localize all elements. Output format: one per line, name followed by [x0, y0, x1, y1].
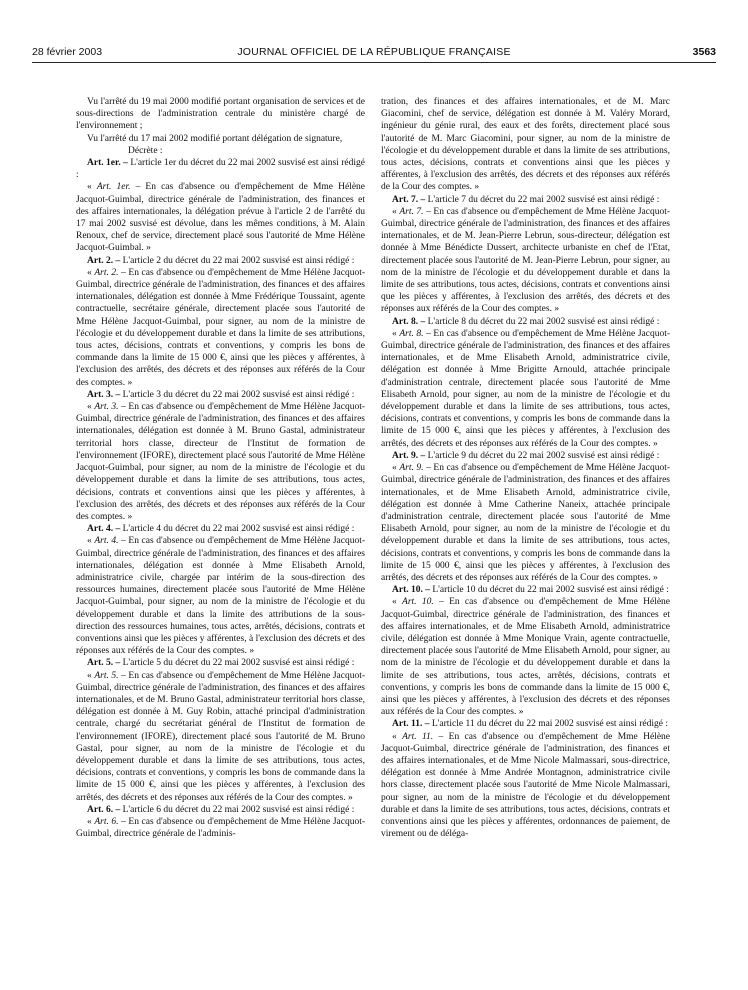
article-paragraph	[76, 670, 365, 804]
header-date: 28 février 2003	[32, 46, 103, 58]
paragraph-text: – En cas d'absence ou d'empêchement de Mme Hélène Jacquot-Guimbal, directrice générale de l'administration, des finances et des affaires internationales, délégation est donnée à M. Bruno Gastal, administrateur territorial hors classe, directeur de l'Institut de formation de l'environnement (IFORE), directement placé sous l'autorité de Mme Hélène Jacquot-Guimbal, pour signer, au nom de la ministre de l'écologie et du développement durable et dans la limite de ses attributions, tous actes, décisions, contrats et conventions ainsi que les pièces y afférentes, à l'exclusion des arrêtés, des décrets et des réponses aux référés de la Cour des comptes. »	[76, 402, 366, 522]
article-heading	[381, 316, 670, 328]
article-label: Art. 8. –	[392, 316, 426, 327]
quote-mark: «	[87, 182, 97, 193]
article-paragraph	[381, 206, 670, 316]
header-rule	[32, 62, 716, 63]
paragraph-text: – En cas d'absence ou d'empêchement de Mme Hélène Jacquot-Guimbal, directrice générale de l'administration, des finances et des affaires internationales, et de M. Bruno Gastal, administrateur territorial hors classe, délégation est donnée à M. Guy Robin, attaché principal d'administration centrale, chargé du secrétariat général de l'Institut de formation de l'environnement (IFORE), directement placé sous l'autorité de M. Bruno Gastal, pour signer, au nom de la ministre de l'écologie et du développement durable et dans la limite de ses attributions, tous actes, décisions, contrats et conventions, y compris les bons de commande dans la limite de 15 000 €, ainsi que les pièces y afférentes, à l'exclusion des arrêtés, des décrets et des réponses aux référés de la Cour des comptes. »	[76, 670, 366, 803]
article-label-italic: Art. 5.	[94, 670, 119, 681]
paragraph-text: L'article 9 du décret du 22 mai 2002 susvisé est ainsi rédigé :	[425, 450, 660, 461]
paragraph-text: – En cas d'absence ou d'empêchement de Mme Hélène Jacquot-Guimbal, directrice générale de l'administration, des finances et des affaires internationales, et de M. Jean-Pierre Lebrun, sous-directeur, délégation est donnée à Mme Bénédicte Dussert, architecte urbaniste en chef de l'Etat, directement placée sous l'autorité de M. Jean-Pierre Lebrun, pour signer, au nom de la ministre de l'écologie et du développement durable et dans la limite de ses attributions, tous actes, décisions, contrats et conventions ainsi que les pièces y afférentes, à l'exclusion des arrêtés, des décrets et des réponses aux référés de la Cour des comptes. »	[381, 206, 671, 315]
article-paragraph	[76, 816, 365, 840]
article-paragraph	[381, 462, 670, 584]
article-paragraph	[381, 731, 670, 841]
article-paragraph	[381, 328, 670, 450]
article-label: Art. 2. –	[87, 255, 121, 266]
paragraph-text: L'article 7 du décret du 22 mai 2002 susvisé est ainsi rédigé :	[425, 194, 660, 205]
article-paragraph	[76, 267, 365, 389]
paragraph-text: Vu l'arrêté du 19 mai 2000 modifié portant organisation de services et de sous-directions de l'administration centrale du ministère chargé de l'environnement ;	[76, 97, 365, 132]
quote-mark: «	[392, 328, 400, 339]
quote-mark: «	[87, 267, 95, 278]
quote-mark: «	[392, 463, 400, 474]
paragraph-text: L'article 5 du décret du 22 mai 2002 susvisé est ainsi rédigé :	[120, 658, 355, 669]
article-paragraph	[76, 181, 365, 254]
article-label: Art. 9. –	[392, 450, 426, 461]
paragraph-text: – En cas d'absence ou d'empêchement de Mme Hélène Jacquot-Guimbal, directrice générale de l'adminis-	[76, 816, 366, 840]
paragraph-text: L'article 3 du décret du 22 mai 2002 susvisé est ainsi rédigé :	[120, 389, 355, 400]
article-paragraph	[76, 401, 365, 523]
article-heading	[76, 804, 365, 816]
paragraph-text: L'article 10 du décret du 22 mai 2002 susvisé est ainsi rédigé :	[430, 585, 669, 596]
paragraph-text: L'article 6 du décret du 22 mai 2002 susvisé est ainsi rédigé :	[120, 804, 355, 815]
left-column	[76, 96, 365, 840]
article-label: Art. 6. –	[87, 804, 121, 815]
paragraph-text: – En cas d'absence ou d'empêchement de Mme Hélène Jacquot-Guimbal, directrice générale de l'administration, des finances et des affaires internationales, délégation est donnée à Mme Frédérique Toussaint, agente contractuelle, secrétaire générale, directement placée sous l'autorité de Mme Hélène Jacquot-Guimbal, pour signer, au nom de la ministre de l'écologie et du développement durable et dans la limite de ses attributions, tous actes, décisions, contrats et conventions, y compris les bons de commande dans la limite de 15 000 €, ainsi que les pièces y afférentes, à l'exclusion des arrêtés, des décrets et des réponses aux référés de la Cour des comptes. »	[76, 267, 366, 388]
quote-mark: «	[392, 206, 400, 217]
quote-mark: «	[392, 731, 403, 742]
paragraph-text: – En cas d'absence ou d'empêchement de Mme Hélène Jacquot-Guimbal, directrice générale de l'administration, des finances et des affaires internationales, et de Mme Elisabeth Arnold, administratrice civile, délégation est donnée à Mme Brigitte Arnould, attachée principale d'administration centrale, directement placée sous l'autorité de Mme Elisabeth Arnold, pour signer, au nom de la ministre de l'écologie et du développement durable et dans la limite de ses attributions, tous actes, décisions, contrats et conventions, y compris les bons de commande dans la limite de 15 000 €, ainsi que les pièces y afférentes, à l'exclusion des arrêtés, des décrets et des réponses aux référés de la Cour des comptes. »	[381, 328, 671, 449]
paragraph-text: – En cas d'absence ou d'empêchement de Mme Hélène Jacquot-Guimbal, directrice générale de l'administration, des finances et des affaires internationales, et de Mme Nicole Malmassari, sous-directrice, délégation est donnée à Mme Andrée Montagnon, administratrice civile hors classe, directement placée sous l'autorité de Mme Nicole Malmassari, pour signer, au nom de la ministre de l'écologie et du développement durable et dans la limite de ses attributions, tous actes, décisions, contrats et conventions ainsi que les pièces y afférentes, ordonnances de paiement, de virement ou de déléga-	[381, 731, 671, 840]
page-number: 3563	[692, 46, 716, 58]
article-label: Art. 11. –	[392, 719, 430, 730]
article-label-italic: Art. 1er.	[96, 182, 131, 193]
paragraph	[76, 133, 365, 145]
article-heading	[381, 718, 670, 730]
article-label-italic: Art. 8.	[399, 328, 424, 339]
paragraph-text: – En cas d'absence ou d'empêchement de Mme Hélène Jacquot-Guimbal, directrice générale de l'administration, des finances et des affaires internationales, délégation est donnée à Mme Elisabeth Arnold, administratrice civile, chargée par intérim de la sous-direction des ressources humaines, directement placée sous l'autorité de Mme Hélène Jacquot-Guimbal, pour signer, au nom de la ministre de l'écologie et du développement durable et dans la limite des attributions de la sous-direction des ressources humaines, tous actes, arrêtés, décisions, contrats et conventions ainsi que les pièces y afférentes, à l'exclusion des décrets et des réponses aux référés de la Cour des comptes. »	[76, 536, 366, 657]
article-heading	[76, 523, 365, 535]
paragraph-text: – En cas d'absence ou d'empêchement de Mme Hélène Jacquot-Guimbal, directrice générale de l'administration, des finances et des affaires internationales, et de Mme Elisabeth Arnold, administratrice civile, délégation est donnée à Mme Catherine Naneix, attachée principale d'administration centrale, directement placée sous l'autorité de Mme Elisabeth Arnold, pour signer, au nom de la ministre de l'écologie et du développement durable et dans la limite de ses attributions, tous actes, décisions, contrats et conventions, y compris les bons de commande dans la limite de 15 000 €, ainsi que les pièces y afférentes, à l'exclusion des arrêtés, des décrets et des réponses aux référés de la Cour des comptes. »	[381, 463, 671, 583]
article-heading	[76, 389, 365, 401]
article-label-italic: Art. 3.	[94, 402, 119, 413]
paragraph	[76, 96, 365, 133]
paragraph-text: L'article 2 du décret du 22 mai 2002 susvisé est ainsi rédigé :	[120, 255, 355, 266]
quote-mark: «	[392, 597, 403, 608]
article-label: Art. 4. –	[87, 524, 121, 535]
paragraph-text: tration, des finances et des affaires internationales, et de M. Marc Giacomini, chef de service, délégation est donnée à M. Valéry Morard, ingénieur du génie rural, des eaux et des forêts, directement placé sous l'autorité de M. Marc Giacomini, pour signer, au nom de la ministre de l'écologie et du développement durable et dans la limite de ses attributions, tous actes, décisions, contrats et conventions ainsi que les pièces y afférentes, à l'exclusion des arrêtés, des décrets et des réponses aux référés de la Cour des comptes. »	[381, 97, 670, 193]
paragraph-text: Vu l'arrêté du 17 mai 2002 modifié portant délégation de signature,	[87, 133, 343, 144]
article-label-italic: Art. 6.	[94, 816, 119, 827]
article-label: Art. 7. –	[392, 194, 426, 205]
article-label-italic: Art. 9.	[399, 463, 424, 474]
article-label-italic: Art. 11.	[402, 731, 434, 742]
article-heading	[76, 657, 365, 669]
paragraph-text: – En cas d'absence ou d'empêchement de Mme Hélène Jacquot-Guimbal, directrice générale de l'administration, des finances et des affaires internationales, et de Mme Elisabeth Arnold, administratrice civile, délégation est donnée à Mme Monique Vrain, agente contractuelle, directement placée sous l'autorité de Mme Elisabeth Arnold, pour signer, au nom de la ministre de l'écologie et du développement durable et dans la limite de ses attributions, tous actes, arrêtés, décisions, contrats et conventions, y compris les bons de commande dans la limite de 15 000 €, ainsi que les pièces y afférentes, à l'exclusion des décrets et des réponses aux référés de la Cour des comptes. »	[381, 597, 670, 718]
article-heading	[381, 584, 670, 596]
article-label-italic: Art. 4.	[94, 536, 119, 547]
quote-mark: «	[87, 536, 95, 547]
article-heading	[381, 450, 670, 462]
paragraph-text: L'article 4 du décret du 22 mai 2002 susvisé est ainsi rédigé :	[120, 524, 355, 535]
quote-mark: «	[87, 402, 95, 413]
article-label-italic: Art. 7.	[399, 206, 424, 217]
article-heading	[76, 157, 365, 181]
article-paragraph	[381, 596, 670, 718]
quote-mark: «	[87, 670, 95, 681]
journal-title: JOURNAL OFFICIEL DE LA RÉPUBLIQUE FRANÇAISE	[237, 46, 511, 58]
paragraph	[381, 96, 670, 194]
paragraph-text: L'article 1er du décret du 22 mai 2002 susvisé est ainsi rédigé :	[76, 158, 365, 181]
article-paragraph	[76, 535, 365, 657]
article-label: Art. 10. –	[392, 585, 430, 596]
paragraph	[76, 145, 365, 157]
paragraph-text: Décrète :	[128, 145, 163, 156]
article-heading	[76, 255, 365, 267]
page-header	[32, 46, 716, 62]
article-label-italic: Art. 2.	[94, 267, 119, 278]
right-column	[381, 96, 670, 840]
article-label-italic: Art. 10.	[402, 597, 434, 608]
article-heading	[381, 194, 670, 206]
article-label: Art. 5. –	[87, 658, 121, 669]
paragraph-text: L'article 11 du décret du 22 mai 2002 susvisé est ainsi rédigé :	[429, 719, 669, 730]
article-label: Art. 1er. –	[87, 158, 128, 169]
paragraph-text: L'article 8 du décret du 22 mai 2002 susvisé est ainsi rédigé :	[425, 316, 660, 327]
paragraph-text: – En cas d'absence ou d'empêchement de Mme Hélène Jacquot-Guimbal, directrice générale de l'administration, des finances et des affaires internationales, la délégation prévue à l'article 2 de l'arrêté du 17 mai 2002 susvisé est dévolue, dans les mêmes conditions, à M. Alain Renoux, chef de service, directement placé sous l'autorité de Mme Hélène Jacquot-Guimbal. »	[76, 182, 366, 254]
quote-mark: «	[87, 816, 95, 827]
article-label: Art. 3. –	[87, 389, 121, 400]
